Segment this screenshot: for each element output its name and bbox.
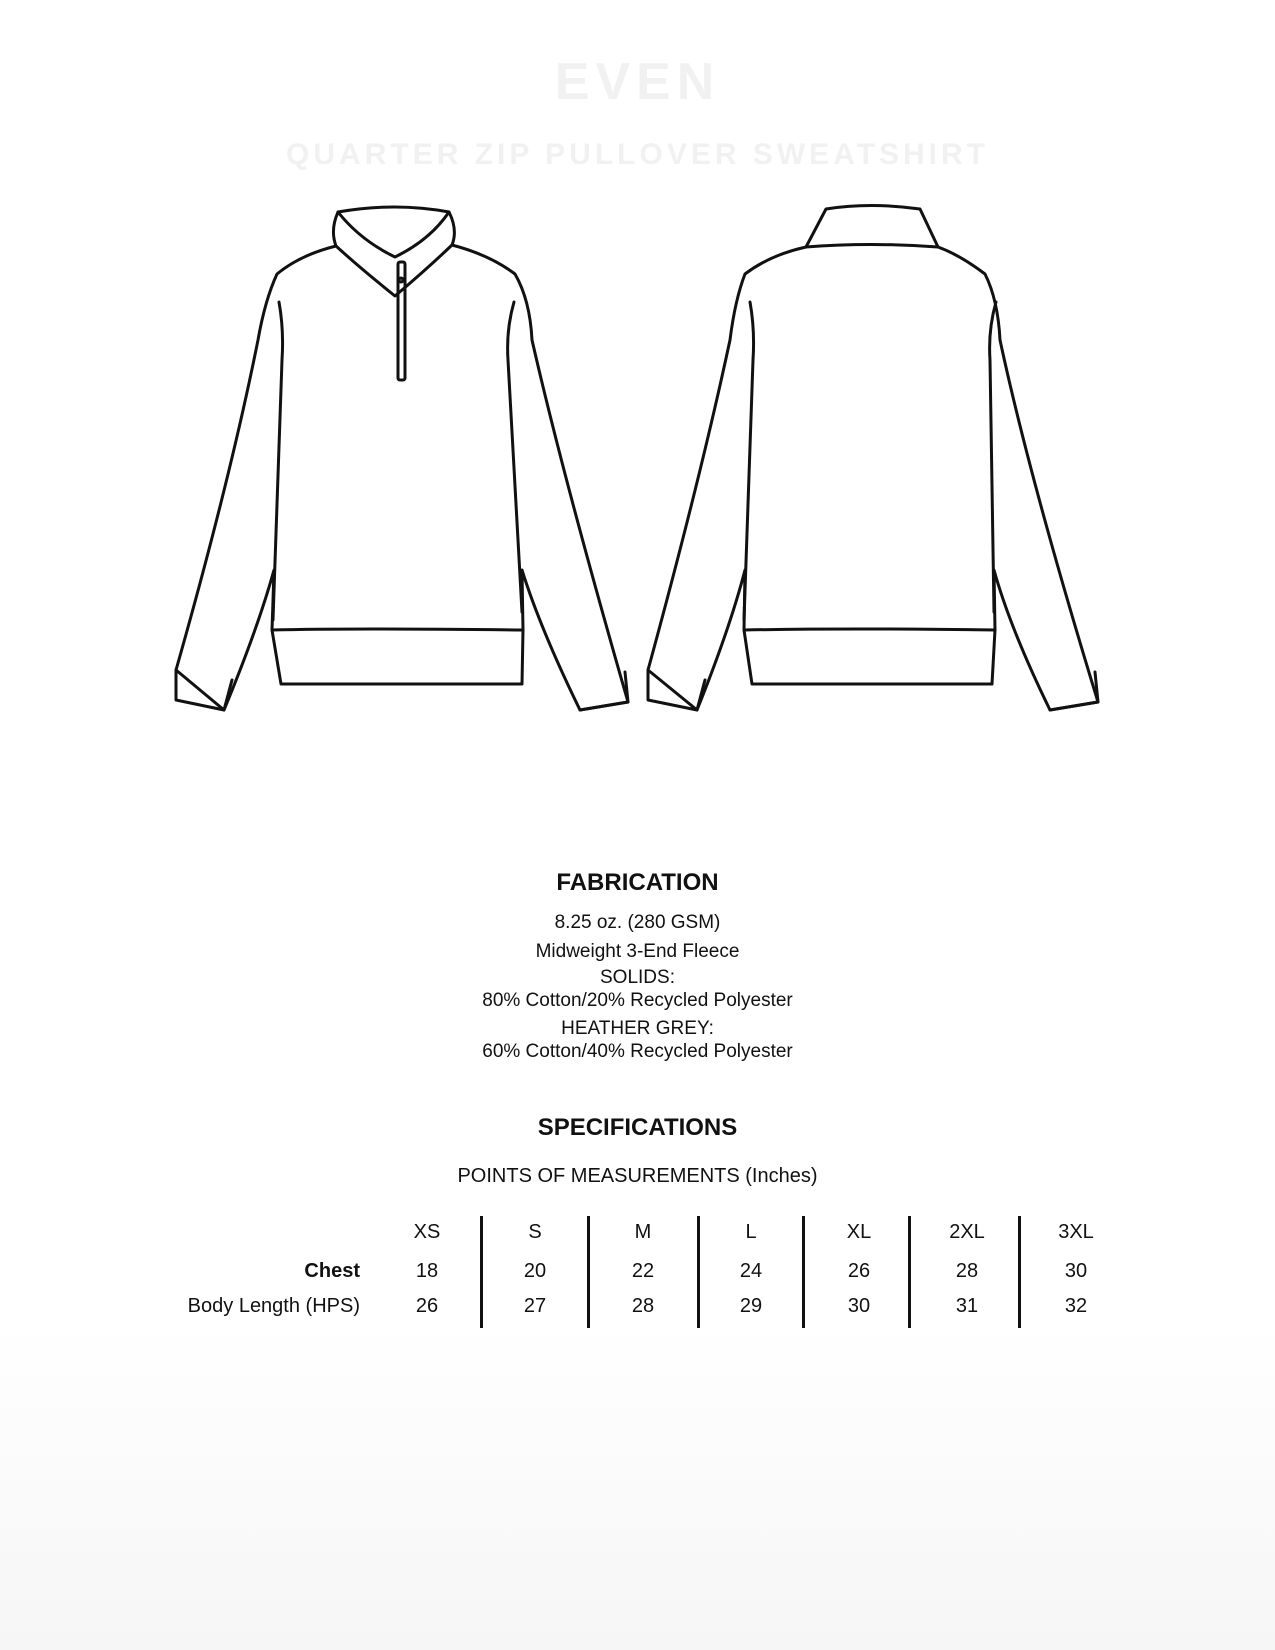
chest-l: 24 bbox=[739, 1260, 763, 1282]
fabrication-title: FABRICATION bbox=[556, 869, 719, 896]
fabrication-heather-label: HEATHER GREY: bbox=[561, 1018, 714, 1039]
column-divider bbox=[480, 1216, 483, 1328]
measurements-subtitle: POINTS OF MEASUREMENTS (Inches) bbox=[457, 1165, 818, 1187]
row-label-body-length: Body Length (HPS) bbox=[187, 1295, 360, 1317]
specifications-title: SPECIFICATIONS bbox=[537, 1114, 738, 1141]
chest-xl: 26 bbox=[847, 1260, 871, 1282]
size-header-3xl: 3XL bbox=[1058, 1221, 1094, 1243]
column-divider bbox=[697, 1216, 700, 1328]
row-label-chest: Chest bbox=[304, 1260, 360, 1282]
body-length-xl: 30 bbox=[847, 1295, 871, 1317]
garment-flat-sketches bbox=[0, 185, 1275, 725]
body-length-s: 27 bbox=[523, 1295, 547, 1317]
front-sweatshirt-sketch bbox=[176, 207, 628, 710]
chest-2xl: 28 bbox=[955, 1260, 979, 1282]
size-header-m: M bbox=[634, 1221, 652, 1243]
body-length-xs: 26 bbox=[415, 1295, 439, 1317]
brand-watermark: EVEN bbox=[554, 53, 721, 111]
fabrication-fleece: Midweight 3-End Fleece bbox=[535, 941, 740, 962]
body-length-3xl: 32 bbox=[1064, 1295, 1088, 1317]
column-divider bbox=[908, 1216, 911, 1328]
body-length-l: 29 bbox=[739, 1295, 763, 1317]
column-divider bbox=[1018, 1216, 1021, 1328]
chest-m: 22 bbox=[631, 1260, 655, 1282]
column-divider bbox=[802, 1216, 805, 1328]
fabrication-weight: 8.25 oz. (280 GSM) bbox=[554, 912, 721, 933]
size-header-2xl: 2XL bbox=[949, 1221, 985, 1243]
fabrication-solids-label: SOLIDS: bbox=[600, 967, 675, 988]
back-sweatshirt-sketch bbox=[648, 206, 1098, 711]
size-header-s: S bbox=[528, 1221, 542, 1243]
body-length-2xl: 31 bbox=[955, 1295, 979, 1317]
size-header-l: L bbox=[745, 1221, 757, 1243]
style-name-watermark: QUARTER ZIP PULLOVER SWEATSHIRT bbox=[286, 138, 989, 171]
chest-s: 20 bbox=[523, 1260, 547, 1282]
fabrication-solids-content: 80% Cotton/20% Recycled Polyester bbox=[482, 990, 793, 1011]
body-length-m: 28 bbox=[631, 1295, 655, 1317]
size-header-xs: XS bbox=[413, 1221, 441, 1243]
chest-xs: 18 bbox=[415, 1260, 439, 1282]
column-divider bbox=[587, 1216, 590, 1328]
chest-3xl: 30 bbox=[1064, 1260, 1088, 1282]
size-header-xl: XL bbox=[846, 1221, 872, 1243]
fabrication-heather-content: 60% Cotton/40% Recycled Polyester bbox=[482, 1041, 793, 1062]
